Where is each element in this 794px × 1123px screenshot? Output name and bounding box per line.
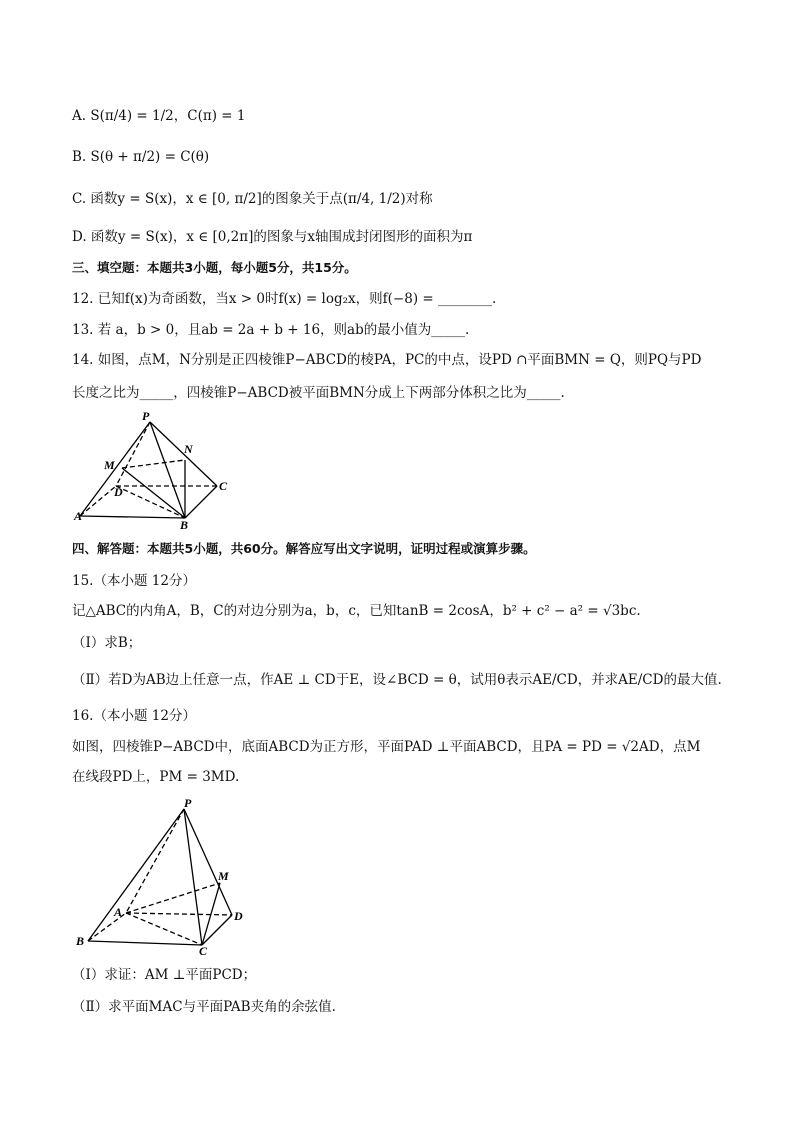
fig2-label-d: D (234, 909, 243, 923)
question-16-part2: （Ⅱ）求平面MAC与平面PAB夹角的余弦值. (72, 999, 336, 1015)
question-12: 12. 已知f(x)为奇函数，当x > 0时f(x) = log₂x，则f(−8) = ________. (72, 291, 497, 307)
fig1-label-c: C (219, 479, 228, 493)
question-14-line2: 长度之比为_____，四棱锥P−ABCD被平面BMN分成上下两部分体积之比为_____. (72, 385, 565, 401)
option-d: D. 函数y = S(x)，x ∈ [0,2π]的图象与x轴围成封闭图形的面积为π (72, 229, 473, 245)
fig2-label-m: M (218, 869, 229, 883)
option-b: B. S(θ + π/2) = C(θ) (72, 149, 210, 165)
section3-heading: 三、填空题：本题共3小题，每小题5分，共15分。 (72, 260, 357, 275)
fig2-label-b: B (76, 934, 85, 948)
question-15-part2: （Ⅱ）若D为AB边上任意一点，作AE ⊥ CD于E，设∠BCD = θ，试用θ表示AE/CD，并求AE/CD的最大值. (72, 672, 722, 688)
fig1-label-d: D (114, 485, 123, 499)
question-16-body1: 如图，四棱锥P−ABCD中，底面ABCD为正方形，平面PAD ⊥平面ABCD，且PA = PD = √2AD，点M (72, 739, 701, 755)
fig1-label-m: M (104, 458, 115, 472)
fig1-label-n: N (184, 442, 193, 456)
pyramid-figure-2 (72, 795, 262, 955)
fig2-label-a: A (114, 905, 123, 919)
question-15-part1: （Ⅰ）求B； (72, 635, 142, 651)
question-16-part1: （Ⅰ）求证：AM ⊥平面PCD； (72, 967, 257, 983)
fig1-label-p: P (142, 409, 150, 423)
question-16-title: 16.（本小题 12分） (72, 708, 196, 724)
question-13: 13. 若 a，b > 0，且ab = 2a + b + 16，则ab的最小值为_____. (72, 322, 470, 338)
question-14-line1: 14. 如图，点M，N分别是正四棱锥P−ABCD的棱PA，PC的中点，设PD ∩平面BMN = Q，则PQ与PD (72, 352, 702, 368)
option-c: C. 函数y = S(x)，x ∈ [0, π/2]的图象关于点(π/4, 1/2)对称 (72, 191, 433, 207)
pyramid-figure-1 (72, 408, 242, 532)
fig2-label-p: P (184, 796, 192, 810)
fig1-label-a: A (74, 509, 83, 523)
option-a: A. S(π/4) = 1/2，C(π) = 1 (72, 108, 246, 124)
fig1-label-b: B (180, 518, 189, 532)
question-16-body2: 在线段PD上，PM = 3MD. (72, 769, 240, 785)
section4-heading: 四、解答题：本题共5小题，共60分。解答应写出文字说明，证明过程或演算步骤。 (72, 541, 536, 556)
fig2-label-c: C (199, 944, 208, 955)
question-15-title: 15.（本小题 12分） (72, 573, 196, 589)
question-15-body: 记△ABC的内角A，B，C的对边分别为a，b，c，已知tanB = 2cosA，b² + c² − a² = √3bc. (72, 603, 641, 619)
